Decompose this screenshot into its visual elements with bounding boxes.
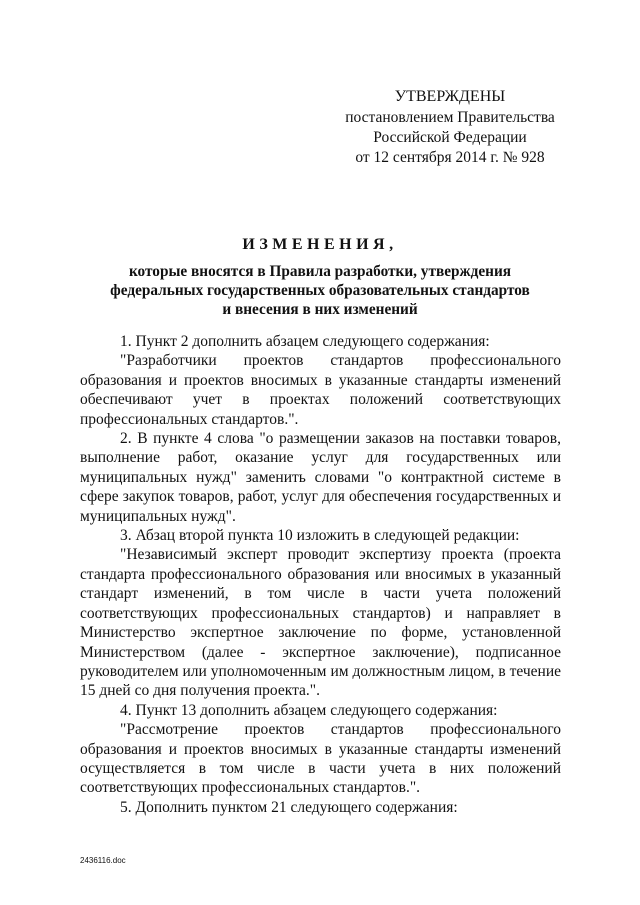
paragraph: 3. Абзац второй пункта 10 изложить в следующей редакции: [120, 527, 520, 545]
paragraph: 4. Пункт 13 дополнить абзацем следующего содержания: [120, 701, 498, 719]
document-subtitle [60, 262, 580, 319]
subtitle-line-2: федеральных государственных образовательных стандартов [110, 282, 530, 299]
file-name-footer: 2436116.doc [80, 856, 126, 865]
approval-stamp [330, 87, 570, 168]
paragraph: "Рассмотрение проектов стандартов профессионального образования и проектов вносимых в указанные стандарты изменений осуществляется в том числе в части учета в них положений соответствующих профессиональных стандартов.". [80, 721, 561, 797]
paragraph: 1. Пункт 2 дополнить абзацем следующего содержания: [120, 333, 490, 350]
approval-line-1: постановлением Правительства [345, 109, 555, 126]
document-title: ИЗМЕНЕНИЯ, [242, 236, 398, 253]
subtitle-line-3: и внесения в них изменений [222, 301, 418, 318]
paragraph: 2. В пункте 4 слова "о размещении заказов на поставки товаров, выполнение работ, оказание услуг для государственных или муниципальных нужд" заменить словами "о контрактной системе в сфере закупок товаров, работ, услуг для обеспечения государственных и муниципальных нужд". [80, 430, 561, 525]
approval-line-3: от 12 сентября 2014 г. № 928 [355, 149, 545, 166]
approval-line-2: Российской Федерации [373, 129, 527, 146]
paragraph: 5. Дополнить пунктом 21 следующего содержания: [120, 798, 458, 816]
subtitle-line-1: которые вносятся в Правила разработки, утверждения [128, 263, 512, 280]
paragraph: "Разработчики проектов стандартов профессионального образования и проектов вносимых в указанные стандарты изменений обеспечивают учет в проектах положений соответствующих профессиональных стандартов.". [80, 352, 561, 428]
approval-heading: УТВЕРЖДЕНЫ [394, 88, 506, 105]
paragraph: "Независимый эксперт проводит экспертизу проекта (проекта стандарта профессионального образования или вносимых в указанный стандарт изменений, в том числе в части учета положений соответствующих профессиональных стандартов) и направляет в Министерство экспертное заключение по форме, установленной Министерством (далее - экспертное заключение), подписанное руководителем или уполномоченным им должностным лицом, в течение 15 дней со дня получения проекта.". [80, 546, 561, 700]
document-body [80, 332, 561, 817]
